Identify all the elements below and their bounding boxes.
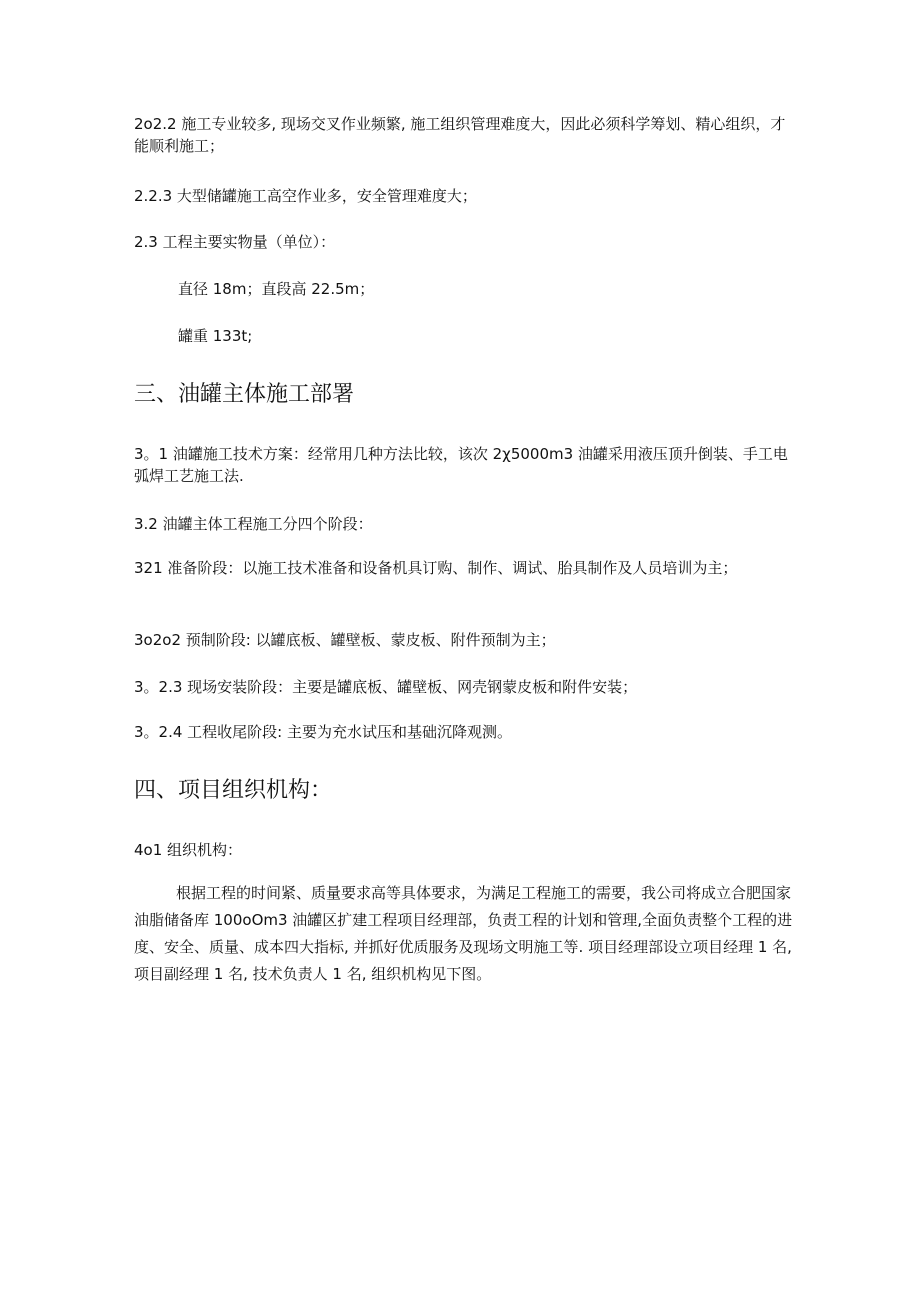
paragraph-3-2: 3.2 油罐主体工程施工分四个阶段： [134,515,373,533]
paragraph-dimensions: 直径 18m；直段高 22.5m； [178,280,375,298]
paragraph-2-2-3: 2.2.3 大型储罐施工高空作业多，安全管理难度大； [134,187,477,205]
section-heading-3: 三、油罐主体施工部署 [134,382,355,407]
paragraph-weight: 罐重 133t; [178,327,253,345]
paragraph-3-2-3: 3。2.3 现场安装阶段：主要是罐底板、罐壁板、网壳钢蒙皮板和附件安装； [134,678,638,696]
paragraph-3-2-2: 3o2o2 预制阶段: 以罐底板、罐壁板、蒙皮板、附件预制为主； [134,631,556,649]
paragraph-organization-body: 根据工程的时间紧、质量要求高等具体要求，为满足工程施工的需要，我公司将成立合肥国家油脂储备库 100oOm3 油罐区扩建工程项目经理部，负责工程的计划和管理,全面负责整个工程的进度、安全、质量、成本四大指标, 并抓好优质服务及现场文明施工等. 项目经理部设立项目经理 1 名, 项目副经理 1 名, 技术负责人 1 名, 组织机构见下图。 [134,884,793,983]
paragraph-3-2-4: 3。2.4 工程收尾阶段: 主要为充水试压和基础沉降观测。 [134,723,512,741]
paragraph-2-2-2: 2o2.2 施工专业较多, 现场交叉作业频繁, 施工组织管理难度大，因此必须科学筹划、精心组织，才能顺利施工； [134,115,786,155]
paragraph-2-3: 2.3 工程主要实物量（单位）： [134,233,336,251]
paragraph-3-1: 3。1 油罐施工技术方案：经常用几种方法比较，该次 2χ5000m3 油罐采用液压顶升倒装、手工电弧焊工艺施工法. [134,445,788,485]
paragraph-3-2-1: 321 准备阶段：以施工技术准备和设备机具订购、制作、调试、胎具制作及人员培训为主； [134,559,738,577]
section-heading-4: 四、项目组织机构： [134,778,333,803]
paragraph-4-1: 4o1 组织机构： [134,841,243,859]
